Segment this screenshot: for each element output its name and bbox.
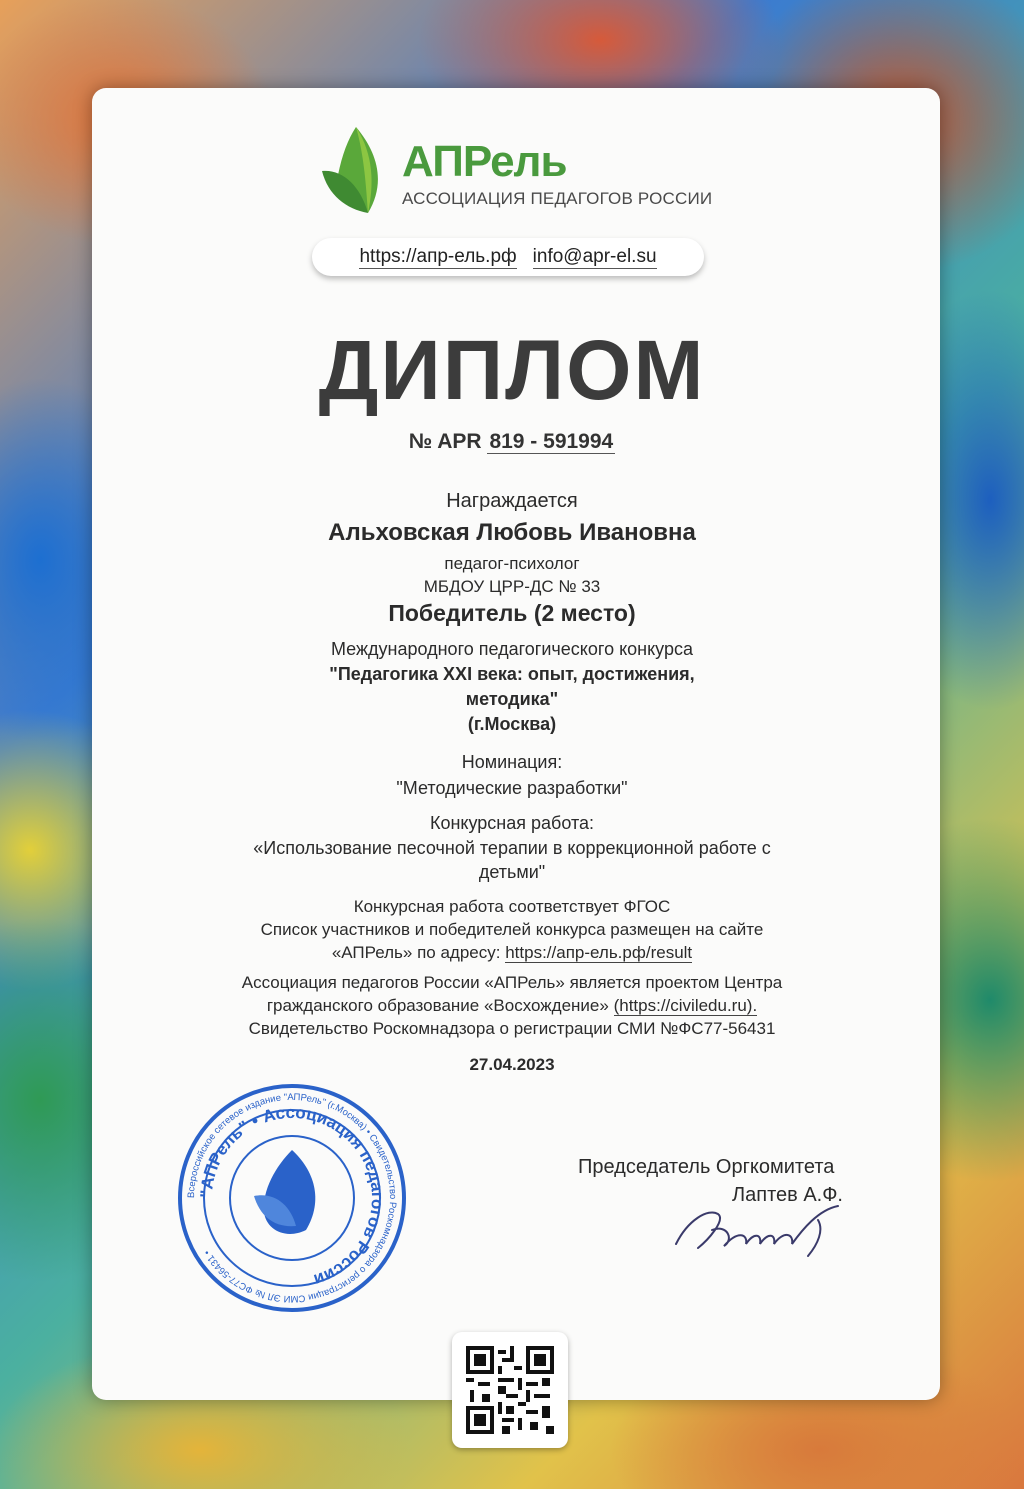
civiledu-link[interactable]: (https://civiledu.ru). (613, 996, 758, 1015)
list-note-text: «АПРель» по адресу: (331, 943, 501, 962)
results-link[interactable]: https://апр-ель.рф/result (505, 943, 693, 962)
nomination-value: "Методические разработки" (396, 778, 628, 798)
apr-logo (320, 125, 720, 220)
stamp-inner-text: "АПРель" • Ассоциация педагогов России (196, 1102, 388, 1290)
number-value: 819 - 591994 (489, 430, 614, 453)
list-note-line1: Список участников и победителей конкурса размещен на сайте (260, 920, 764, 939)
contest-name-line1: "Педагогика XXI века: опыт, достижения, (329, 664, 695, 684)
recipient-organization: МБДОУ ЦРР-ДС № 33 (423, 577, 601, 596)
association-text: гражданского образование «Восхождение» (266, 996, 609, 1015)
handwritten-signature (668, 1200, 848, 1262)
work-label: Конкурсная работа: (429, 813, 595, 833)
recipient-name: Альховская Любовь Ивановна (328, 519, 696, 546)
email-link[interactable]: info@apr-el.su (532, 245, 657, 267)
list-note-line2 (0, 943, 1024, 963)
signature-title: Председатель Оргкомитета (578, 1156, 835, 1178)
contest-city: (г.Москва) (467, 714, 557, 734)
logo-name: АПРель (402, 137, 567, 186)
contest-type: Международного педагогического конкурса (330, 639, 694, 659)
association-stamp (174, 1080, 410, 1316)
diploma-title: ДИПЛОМ (318, 323, 706, 417)
diploma-number (0, 430, 1024, 454)
qr-code-icon (466, 1346, 554, 1434)
fgos-note: Конкурсная работа соответствует ФГОС (353, 897, 671, 916)
association-line1: Ассоциация педагогов России «АПРель» является проектом Центра (241, 973, 783, 992)
contest-name-line2: методика" (465, 689, 559, 709)
association-line2 (0, 996, 1024, 1016)
qr-code[interactable] (452, 1332, 568, 1448)
logo-subtitle: АССОЦИАЦИЯ ПЕДАГОГОВ РОССИИ (402, 189, 713, 208)
recipient-position: педагог-психолог (444, 554, 580, 573)
work-title-line2: детьми" (478, 862, 546, 882)
number-prefix: № APR (408, 430, 482, 453)
registration-cert: Свидетельство Роскомнадзора о регистрации СМИ №ФС77-56431 (248, 1019, 776, 1038)
signature-name: Лаптев А.Ф. (732, 1184, 843, 1206)
diploma-date: 27.04.2023 (469, 1055, 555, 1074)
nomination-label: Номинация: (461, 752, 563, 772)
site-link[interactable]: https://апр-ель.рф (359, 245, 517, 267)
award-result: Победитель (2 место) (388, 600, 636, 626)
stamp-outer-text: Всероссийское сетевое издание "АПРель" (г.Москва) • Свидетельство Роскомнадзора о регистрации СМИ ЭЛ № ФС77-56431 • (185, 1091, 399, 1305)
work-title-line1: «Использование песочной терапии в коррекционной работе с (253, 838, 771, 858)
leaf-logo-icon (320, 125, 390, 217)
awarded-label: Награждается (446, 490, 578, 512)
contact-links (312, 238, 704, 276)
